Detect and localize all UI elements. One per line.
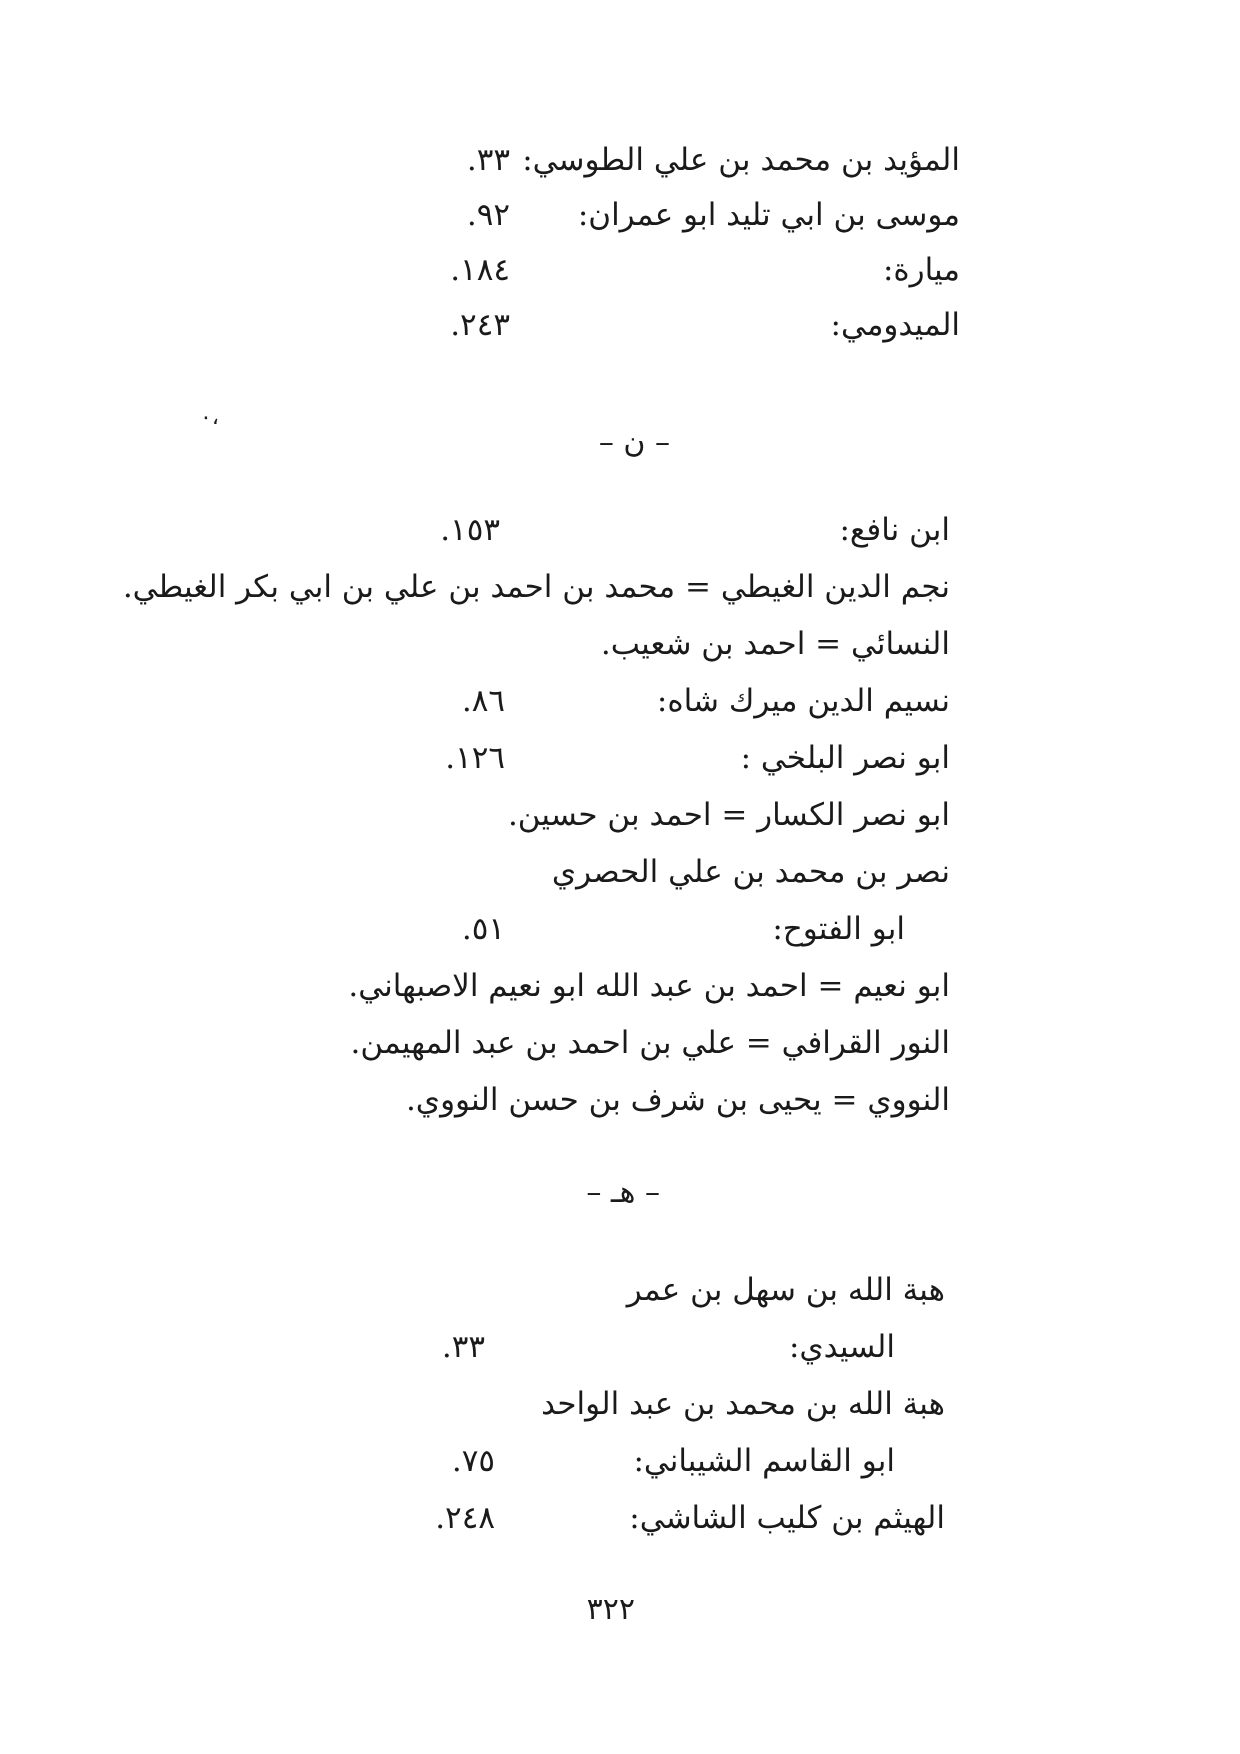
entry-page: ١٨٤. (450, 252, 510, 288)
entry-name: الميدومي: (830, 307, 960, 343)
entry-name: ابن نافع: (839, 512, 950, 548)
entry-name: النسائي = احمد بن شعيب. (600, 626, 950, 662)
entry-page: ٢٤٨. (435, 1500, 495, 1536)
entry-name: نجم الدين الغيطي = محمد بن احمد بن علي بن ابي بكر الغيطي. (122, 569, 950, 605)
entry-page: ٣٣. (466, 142, 510, 178)
entry-name: هبة الله بن سهل بن عمر (626, 1272, 945, 1308)
entry-page: ٢٤٣. (450, 307, 510, 343)
entry-name: ابو نصر الكسار = احمد بن حسين. (507, 797, 950, 833)
entry-name: النور القرافي = علي بن احمد بن عبد المهيمن. (350, 1025, 950, 1061)
entry-name: ابو نعيم = احمد بن عبد الله ابو نعيم الاصبهاني. (348, 968, 950, 1004)
section-heading-nun: – ن – (598, 425, 670, 460)
entry-name: السيدي: (788, 1329, 895, 1365)
entry-page: ٩٢. (466, 197, 510, 233)
entry-name: موسى بن ابي تليد ابو عمران: (577, 197, 960, 233)
entry-name: ابو نصر البلخي : (740, 740, 950, 776)
entry-name: ميارة: (882, 252, 960, 288)
entry-page: ٨٦. (461, 683, 505, 719)
entry-name: المؤيد بن محمد بن علي الطوسي: (522, 142, 960, 178)
entry-page: ٥١. (461, 911, 505, 947)
entry-name: النووي = يحيى بن شرف بن حسن النووي. (405, 1082, 950, 1118)
entry-page: ٧٥. (451, 1443, 495, 1479)
entry-page: ٣٣. (441, 1329, 485, 1365)
page-number: ٣٢٢ (586, 1592, 635, 1627)
entry-name: ابو الفتوح: (772, 911, 905, 947)
entry-name: نسيم الدين ميرك شاه: (656, 683, 950, 719)
entry-name: ابو القاسم الشيباني: (633, 1443, 895, 1479)
stray-mark: ٠، (200, 405, 219, 430)
section-heading-ha: – هـ – (586, 1175, 660, 1210)
entry-page: ١٢٦. (445, 740, 505, 776)
entry-name: الهيثم بن كليب الشاشي: (629, 1500, 945, 1536)
entry-page: ١٥٣. (440, 512, 500, 548)
entry-name: نصر بن محمد بن علي الحصري (551, 854, 950, 890)
entry-name: هبة الله بن محمد بن عبد الواحد (541, 1386, 945, 1422)
